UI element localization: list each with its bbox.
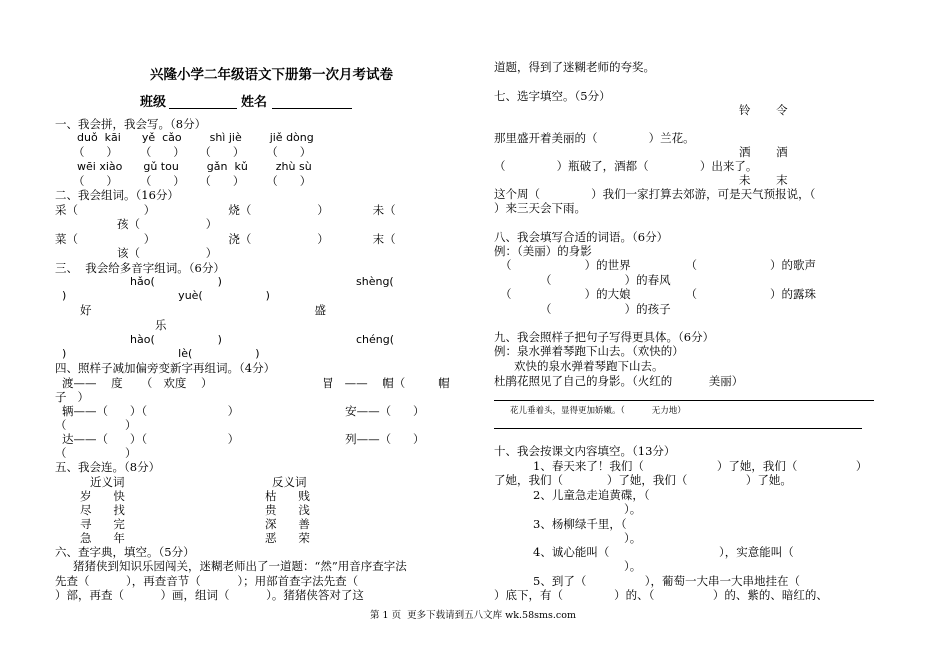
class-blank[interactable] [169, 108, 237, 109]
section-8-heading: 八、我会填写合适的词语。（6分） [494, 230, 669, 244]
example-line: 例：泉水弹着琴跑下山去。（欢快的） [494, 344, 684, 358]
synonym-header: 近义词 [90, 475, 125, 489]
answer-brackets: （ ） （ ） （ ） （ ） [73, 174, 312, 188]
name-label: 姓名 [241, 95, 268, 110]
question-line: 这个周（ ）我们一家打算去郊游，可是天气预报说，（ [494, 187, 816, 201]
question-line: ) lè( ) [62, 347, 260, 360]
answer-brackets: （ ） （ ） （ ） （ ） [73, 145, 312, 159]
section-10-heading: 十、我会按课文内容填空。（13分） [494, 444, 676, 458]
question-line: 该（ ） [117, 246, 218, 260]
paragraph-line: 道题，得到了迷糊老师的夸奖。 [494, 60, 655, 74]
section-1-heading: 一、我会拼，我会写。（8分） [55, 117, 207, 131]
question-line: 花儿垂着头，显得更加娇嫩。（ 无力地） [510, 406, 686, 416]
match-item[interactable]: 岁 快 [80, 489, 125, 503]
question-line: ) yuè( ) [62, 289, 270, 302]
section-7-heading: 七、选字填空。（5分） [494, 89, 611, 103]
antonym-header: 反义词 [272, 475, 307, 489]
class-label: 班级 [140, 95, 167, 110]
name-blank[interactable] [272, 108, 352, 109]
question-line: 菜（ ） 浇（ ） 末（ [55, 232, 396, 246]
example-line: 欢快的泉水弹着琴跑下山去。 [514, 359, 664, 373]
choice-options: 未 末 [739, 173, 788, 187]
question-line: 达——（ ）（ ） 列——（ ） [62, 432, 425, 446]
question-line: 2、儿童急走追黄碟，（ [533, 488, 650, 502]
paragraph-line: 猪猪侠到知识乐园闯关，迷糊老师出了一道题：“然”用音序查字法 [73, 559, 407, 573]
match-item[interactable]: 贵 浅 [265, 503, 310, 517]
match-item[interactable]: 枯 贱 [265, 489, 310, 503]
question-line: hǎo( ) [130, 275, 222, 288]
question-line: （ ）的春风 [540, 273, 671, 287]
question-line: ）来三天会下雨。 [494, 201, 586, 215]
question-line: 孩（ ） [117, 217, 218, 231]
section-5-heading: 五、我会连。（8分） [55, 460, 161, 474]
paragraph-line: ）部，再查（ ）画，组词（ ）。猪猪侠答对了这 [55, 588, 364, 602]
answer-line[interactable] [494, 428, 862, 429]
section-9-heading: 九、我会照样子把句子写得更具体。（6分） [494, 330, 715, 344]
question-line: shèng( [356, 275, 394, 288]
question-line: 辆——（ ）（ ） 安——（ ） [62, 404, 425, 418]
question-line: ）。 [624, 559, 642, 573]
question-line: （ ）的世界 （ ）的歌声 [500, 258, 817, 272]
section-3-heading: 三、 我会给多音字组词。（6分） [55, 261, 225, 275]
section-4-heading: 四、照样子减加偏旁变新字再组词。（4分） [55, 361, 276, 375]
question-line: （ ）瓶破了，酒都（ ）出来了。 [494, 159, 758, 173]
question-line: hào( ) [130, 333, 222, 346]
match-item[interactable]: 深 善 [265, 517, 310, 531]
example-line: 例：（美丽）的身影 [494, 244, 592, 258]
example-line: 子 ） [55, 390, 89, 404]
match-item[interactable]: 急 年 [80, 531, 125, 545]
choice-options: 铃 令 [739, 103, 788, 117]
question-line: 5、到了（ ），葡萄一大串一大串地挂在（ [533, 574, 801, 588]
page-footer: 第 1 页 更多下载请到五八文库 wk.58sms.com [370, 610, 576, 621]
question-line: 好 盛 [80, 303, 326, 317]
question-line: ）。 [624, 531, 642, 545]
example-line: 渡—— 度 （ 欢度 ） 冒 —— 帽（ 帽 [62, 376, 450, 390]
pinyin-row: wēi xiào gǔ tou gǎn kǔ zhù sù [77, 160, 312, 173]
question-line: （ ） [55, 446, 137, 460]
section-2-heading: 二、我会组词。（16分） [55, 188, 179, 202]
match-item[interactable]: 尽 找 [80, 503, 125, 517]
choice-options: 洒 酒 [739, 145, 788, 159]
exam-title: 兴隆小学二年级语文下册第一次月考试卷 [150, 67, 393, 83]
question-line: （ ）的大娘 （ ）的露珠 [500, 287, 817, 301]
question-line: ）。 [624, 502, 642, 516]
answer-line[interactable] [494, 400, 874, 401]
question-line: 1、春天来了！我们（ ）了她，我们（ ） [533, 459, 868, 473]
question-line: chéng( [356, 333, 395, 346]
paragraph-line: 先查（ ），再查音节（ ）；用部首查字法先查（ [55, 574, 359, 588]
question-line: 乐 [155, 318, 167, 332]
question-line: 3、杨柳绿千里，（ [533, 517, 627, 531]
question-line: （ ）的孩子 [540, 302, 671, 316]
question-line: 那里盛开着美丽的（ ）兰花。 [494, 131, 695, 145]
question-line: 了她，我们（ ）了她，我们（ ）了她。 [494, 473, 792, 487]
match-item[interactable]: 寻 完 [80, 517, 125, 531]
match-item[interactable]: 恶 荣 [265, 531, 310, 545]
question-line: 4、诚心能叫（ ），实意能叫（ [533, 545, 794, 559]
question-line: （ ） [55, 418, 137, 432]
question-line: 采（ ） 烧（ ） 未（ [55, 203, 396, 217]
section-6-heading: 六、查字典，填空。（5分） [55, 545, 195, 559]
pinyin-row: duǒ kāi yě cǎo shì jiè jiě dòng [77, 131, 314, 144]
question-line: ）底下，有（ ）的、（ ）的、紫的、暗红的、 [494, 588, 828, 602]
question-line: 杜鹃花照见了自己的身影。（火红的 美丽） [494, 374, 744, 388]
